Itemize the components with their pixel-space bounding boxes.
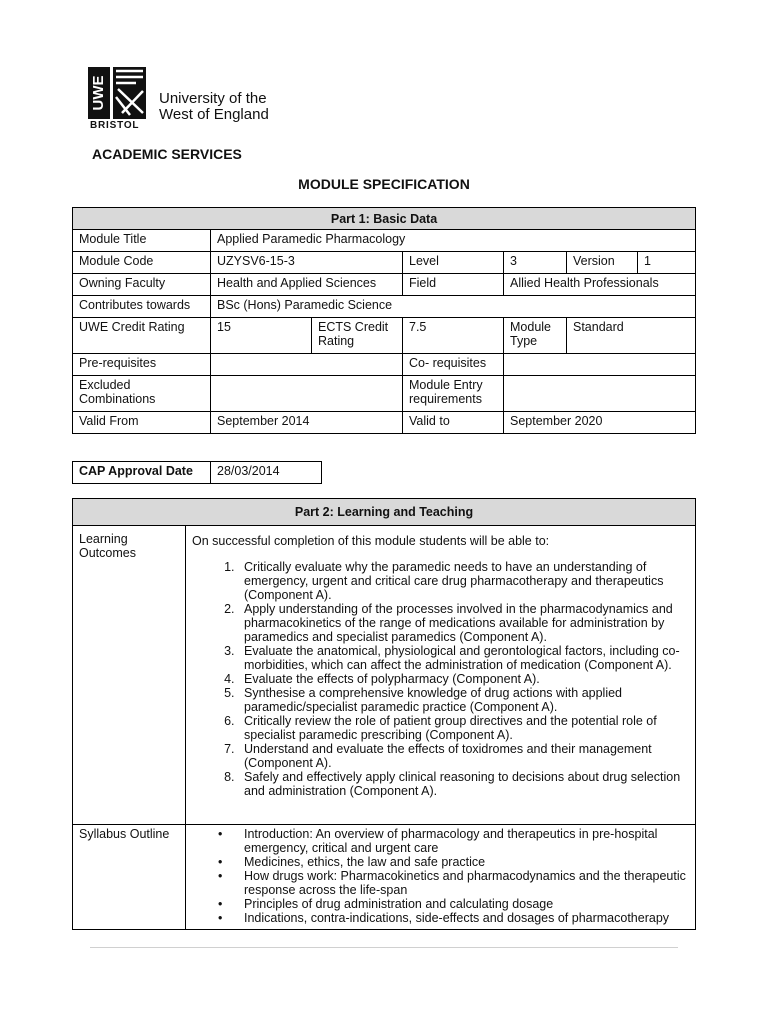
valid-to-value: September 2020 — [504, 412, 696, 434]
field-label: Field — [403, 274, 504, 296]
learning-outcomes-list — [192, 560, 689, 798]
valid-to-label: Valid to — [403, 412, 504, 434]
corequisites-value — [504, 354, 696, 376]
valid-from-value: September 2014 — [211, 412, 403, 434]
excluded-combinations-label: Excluded Combinations — [73, 376, 211, 412]
entry-requirements-label: Module Entry requirements — [403, 376, 504, 412]
version-label: Version — [567, 252, 638, 273]
ects-label: ECTS Credit Rating — [312, 318, 403, 354]
university-name-line1: University of the — [159, 90, 267, 107]
syllabus-item: • How drugs work: Pharmacokinetics and pharmacodynamics and the therapeutic response across the life-span — [238, 869, 689, 897]
university-name-line2: West of England — [159, 106, 269, 123]
level-label: Level — [403, 252, 504, 274]
part1-title: Part 1: Basic Data — [73, 208, 696, 230]
learning-teaching-table — [72, 498, 696, 930]
academic-services-heading: ACADEMIC SERVICES — [92, 146, 242, 162]
learning-outcome-item: 3. Evaluate the anatomical, physiological and gerontological factors, including co-morbidities, which can affect the administration of medication (Component A). — [238, 644, 689, 672]
learning-outcome-item: 7. Understand and evaluate the effects of toxidromes and their management (Component A). — [238, 742, 689, 770]
syllabus-outline-label: Syllabus Outline — [73, 825, 186, 930]
version-value: 1 — [644, 254, 651, 268]
university-name — [159, 91, 269, 123]
learning-outcomes-label: Learning Outcomes — [73, 526, 186, 825]
learning-outcome-item: 5. Synthesise a comprehensive knowledge of drug actions with applied paramedic/specialist paramedic practice (Component A). — [238, 686, 689, 714]
module-title-value: Applied Paramedic Pharmacology — [211, 230, 696, 252]
cap-approval-value: 28/03/2014 — [211, 462, 322, 484]
learning-outcome-item: 6. Critically review the role of patient group directives and the potential role of specialist paramedic prescribing (Component A). — [238, 714, 689, 742]
contributes-towards-label: Contributes towards — [73, 296, 211, 318]
module-code-label: Module Code — [73, 252, 211, 274]
part2-title: Part 2: Learning and Teaching — [73, 499, 696, 526]
valid-from-label: Valid From — [73, 412, 211, 434]
uwe-logo-mark — [88, 67, 148, 119]
syllabus-outline-cell — [186, 825, 696, 930]
module-specification-heading: MODULE SPECIFICATION — [298, 176, 470, 192]
module-code-value: UZYSV6-15-3 — [211, 252, 403, 274]
credit-rating-label: UWE Credit Rating — [73, 318, 211, 354]
module-type-label: Module Type — [504, 318, 567, 354]
cap-approval-table — [72, 461, 322, 484]
learning-outcomes-intro: On successful completion of this module students will be able to: — [192, 534, 550, 548]
field-value: Allied Health Professionals — [504, 274, 696, 296]
learning-outcome-item: 2. Apply understanding of the processes involved in the pharmacodynamics and pharmacokinetics of the range of medications available for administration by paramedics and specialist paramedics (Component A). — [238, 602, 689, 644]
uwe-logo — [88, 67, 278, 137]
logo-mark-text: UWE — [89, 75, 107, 111]
excluded-combinations-value — [211, 376, 403, 412]
page-footer-divider — [90, 947, 678, 948]
module-title-label: Module Title — [73, 230, 211, 252]
learning-outcome-item: 4. Evaluate the effects of polypharmacy (Component A). — [238, 672, 689, 686]
cap-approval-label: CAP Approval Date — [73, 462, 211, 484]
version-cell — [567, 252, 696, 274]
logo-city: BRISTOL — [90, 120, 140, 131]
syllabus-item: • Introduction: An overview of pharmacology and therapeutics in pre-hospital emergency, critical and urgent care — [238, 827, 689, 855]
level-value: 3 — [504, 252, 567, 274]
syllabus-list — [192, 827, 689, 925]
syllabus-item: • Principles of drug administration and calculating dosage — [238, 897, 689, 911]
module-type-value: Standard — [567, 318, 696, 354]
prerequisites-value — [211, 354, 403, 376]
prerequisites-label: Pre-requisites — [73, 354, 211, 376]
owning-faculty-value: Health and Applied Sciences — [211, 274, 403, 296]
learning-outcomes-cell — [186, 526, 696, 825]
learning-outcome-item: 8. Safely and effectively apply clinical reasoning to decisions about drug selection and administration (Component A). — [238, 770, 689, 798]
syllabus-item: • Indications, contra-indications, side-effects and dosages of pharmacotherapy — [238, 911, 689, 925]
basic-data-table — [72, 207, 696, 434]
contributes-towards-value: BSc (Hons) Paramedic Science — [211, 296, 696, 318]
corequisites-label: Co- requisites — [403, 354, 504, 376]
ects-value: 7.5 — [403, 318, 504, 354]
syllabus-item: • Medicines, ethics, the law and safe practice — [238, 855, 689, 869]
owning-faculty-label: Owning Faculty — [73, 274, 211, 296]
credit-rating-value: 15 — [211, 318, 312, 354]
learning-outcome-item: 1. Critically evaluate why the paramedic needs to have an understanding of emergency, urgent and critical care drug pharmacotherapy and therapeutics (Component A). — [238, 560, 689, 602]
entry-requirements-value — [504, 376, 696, 412]
